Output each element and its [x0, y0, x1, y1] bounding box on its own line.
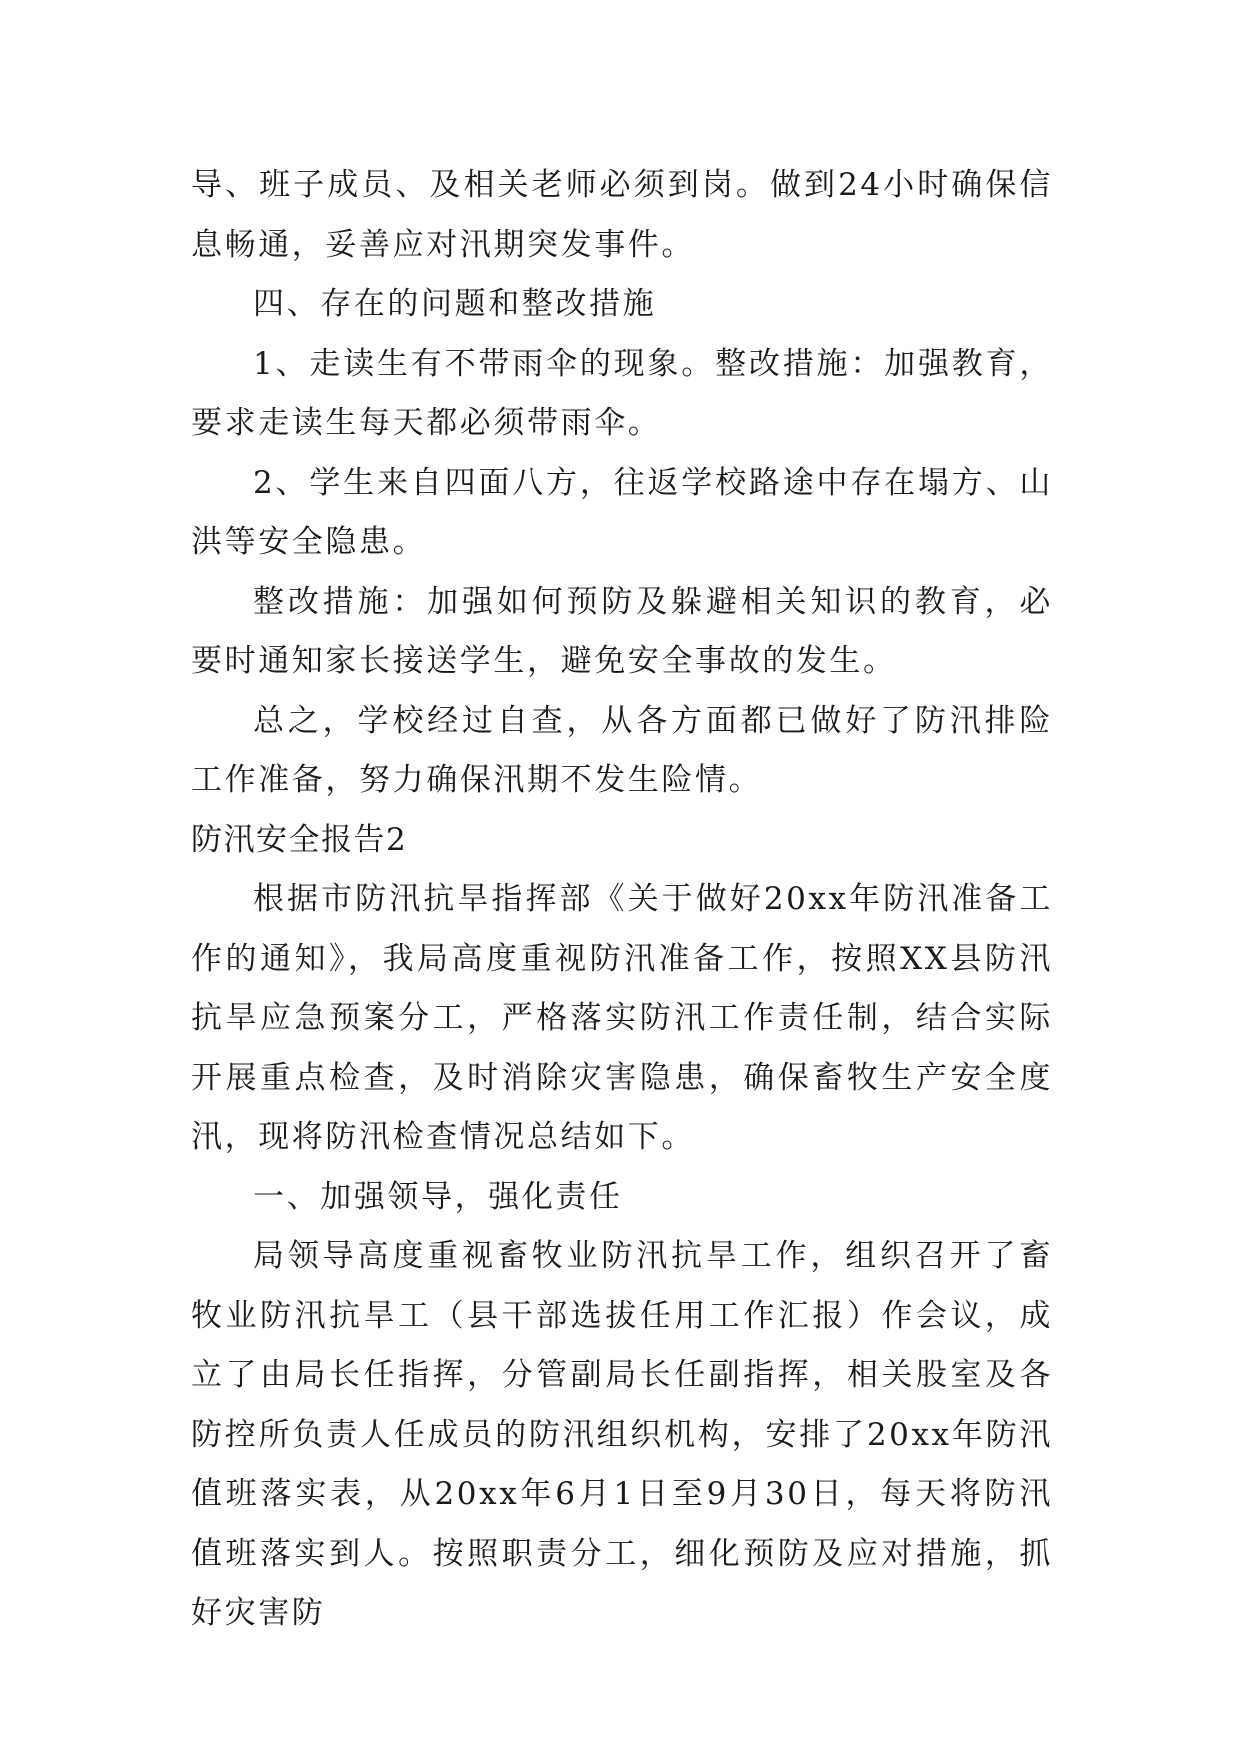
- paragraph-leadership: 局领导高度重视畜牧业防汛抗旱工作，组织召开了畜牧业防汛抗旱工（县干部选拔任用工作汇报）作会议，成立了由局长任指挥，分管副局长任副指挥，相关股室及各防控所负责人任成员的防汛组织机构，安排了20xx年防汛值班落实表，从20xx年6月1日至9月30日，每天将防汛值班落实到人。按照职责分工，细化预防及应对措施，抓好灾害防: [191, 1238, 1053, 1631]
- section-heading-leadership: 一、加强领导，强化责任: [253, 1178, 623, 1215]
- paragraph-summary: 总之，学校经过自查，从各方面都已做好了防汛排险工作准备，努力确保汛期不发生险情。: [191, 702, 1053, 798]
- paragraph-continuation: 导、班子成员、及相关老师必须到岗。做到24小时确保信息畅通，妥善应对汛期突发事件。: [191, 167, 1053, 263]
- paragraph-item-1: 1、走读生有不带雨伞的现象。整改措施：加强教育，要求走读生每天都必须带雨伞。: [191, 345, 1053, 441]
- paragraph-item-2: 2、学生来自四面八方，往返学校路途中存在塌方、山洪等安全隐患。: [191, 464, 1053, 560]
- report-title: 防汛安全报告2: [191, 821, 408, 858]
- section-heading-problems: 四、存在的问题和整改措施: [253, 286, 657, 322]
- document-body: [191, 156, 1053, 1644]
- paragraph-intro: 根据市防汛抗旱指挥部《关于做好20xx年防汛准备工作的通知》，我局高度重视防汛准备工作，按照XX县防汛抗旱应急预案分工，严格落实防汛工作责任制，结合实际开展重点检查，及时消除灾害隐患，确保畜牧生产安全度汛，现将防汛检查情况总结如下。: [191, 881, 1053, 1155]
- paragraph-measures: 整改措施：加强如何预防及躲避相关知识的教育，必要时通知家长接送学生，避免安全事故的发生。: [191, 583, 1053, 679]
